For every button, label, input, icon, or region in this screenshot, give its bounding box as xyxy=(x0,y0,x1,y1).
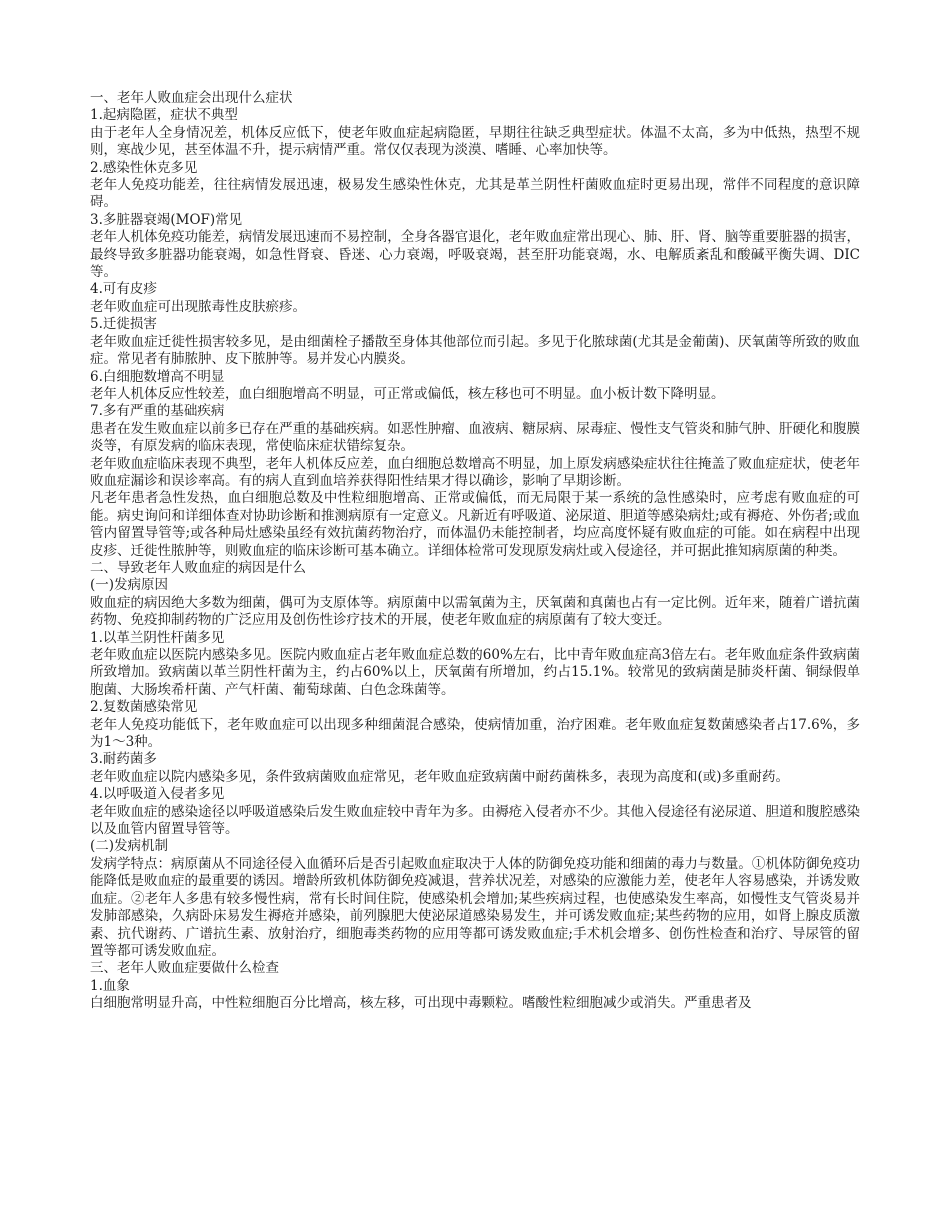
subheading: 2.复数菌感染常见 xyxy=(90,699,198,716)
section-heading-tests: 三、老年人败血症要做什么检查 xyxy=(90,960,279,977)
paragraph: 老年败血症以医院内感染多见。医院内败血症占老年败血症总数的60%左右，比中青年败血症高3倍左右。老年败血症条件致病菌所致增加。致病菌以革兰阴性杆菌为主，约占60%以上，厌氧菌有所增加，约占15.1%。较常见的致病菌是肺炎杆菌、铜绿假单胞菌、大肠埃希杆菌、产气杆菌、葡萄球菌、白色念珠菌等。 xyxy=(90,647,860,698)
subheading: 7.多有严重的基础疾病 xyxy=(90,403,225,420)
paragraph: 发病学特点：病原菌从不同途径侵入血循环后是否引起败血症取决于人体的防御免疫功能和细菌的毒力与数量。①机体防御免疫功能降低是败血症的最重要的诱因。增龄所致机体防御免疫减退，营养状况差，对感染的应激能力差，使老年人容易感染，并诱发败血症。②老年人多患有较多慢性病，常有长时间住院，使感染机会增加;某些疾病过程，也使感染发生率高，如慢性支气管炎易并发肺部感染，久病卧床易发生褥疮并感染，前列腺肥大使泌尿道感染易发生，并可诱发败血症;某些药物的应用，如肾上腺皮质激素、抗代谢药、广谱抗生素、放射治疗，细胞毒类药物的应用等都可诱发败血症;手术机会增多、创伤性检查和治疗、导尿管的留置等都可诱发败血症。 xyxy=(90,855,860,959)
document-page xyxy=(90,90,860,1013)
paragraph: 老年败血症临床表现不典型，老年人机体反应差，血白细胞总数增高不明显，加上原发病感染症状往往掩盖了败血症症状，使老年败血症漏诊和误诊率高。有的病人直到血培养获得阳性结果才得以确诊，影响了早期诊断。 xyxy=(90,455,860,489)
subheading: 1.起病隐匿，症状不典型 xyxy=(90,107,238,124)
section-heading-symptoms: 一、老年人败血症会出现什么症状 xyxy=(90,90,293,106)
paragraph: 老年败血症可出现脓毒性皮肤瘀疹。 xyxy=(90,298,306,315)
paragraph: 败血症的病因绝大多数为细菌，偶可为支原体等。病原菌中以需氧菌为主，厌氧菌和真菌也占有一定比例。近年来，随着广谱抗菌药物、免疫抑制药物的广泛应用及创伤性诊疗技术的开展，使老年败血症的病原菌有了较大变迁。 xyxy=(90,594,860,629)
subheading: 3.耐药菌多 xyxy=(90,751,157,768)
subheading: (一)发病原因 xyxy=(90,577,169,594)
subheading: 5.迁徙损害 xyxy=(90,316,157,333)
subheading: 1.以革兰阴性杆菌多见 xyxy=(90,629,225,646)
paragraph: 老年败血症的感染途径以呼吸道感染后发生败血症较中青年为多。由褥疮入侵者亦不少。其他入侵途径有泌尿道、胆道和腹腔感染以及血管内留置导管等。 xyxy=(90,803,860,838)
paragraph: 老年败血症以院内感染多见，条件致病菌败血症常见，老年败血症致病菌中耐药菌株多，表现为高度和(或)多重耐药。 xyxy=(90,768,790,785)
paragraph: 老年人机体反应性较差，血白细胞增高不明显，可正常或偏低，核左移也可不明显。血小板计数下降明显。 xyxy=(90,385,725,402)
paragraph: 老年人机体免疫功能差，病情发展迅速而不易控制，全身各器官退化，老年败血症常出现心、肺、肝、肾、脑等重要脏器的损害，最终导致多脏器功能衰竭，如急性肾衰、昏迷、心力衰竭，呼吸衰竭，甚至肝功能衰竭，水、电解质紊乱和酸碱平衡失调、DIC等。 xyxy=(90,229,860,281)
paragraph: 白细胞常明显升高，中性粒细胞百分比增高，核左移，可出现中毒颗粒。嗜酸性粒细胞减少或消失。严重患者及 xyxy=(90,995,752,1012)
paragraph: 老年人免疫功能差，往往病情发展迅速，极易发生感染性休克，尤其是革兰阴性杆菌败血症时更易出现，常伴不同程度的意识障碍。 xyxy=(90,177,860,211)
subheading: 4.以呼吸道入侵者多见 xyxy=(90,786,225,803)
paragraph: 凡老年患者急性发热，血白细胞总数及中性粒细胞增高、正常或偏低，而无局限于某一系统的急性感染时，应考虑有败血症的可能。病史询问和详细体查对协助诊断和推测病原有一定意义。凡新近有呼吸道、泌尿道、胆道等感染病灶;或有褥疮、外伤者;或血管内留置导管等;或各种局灶感染虽经有效抗菌药物治疗，而体温仍未能控制者，均应高度怀疑有败血症的可能。如在病程中出现皮疹、迁徙性脓肿等，则败血症的临床诊断可基本确立。详细体检常可发现原发病灶或入侵途径，并可据此推知病原菌的种类。 xyxy=(90,490,860,559)
subheading: (二)发病机制 xyxy=(90,838,169,855)
subheading: 6.白细胞数增高不明显 xyxy=(90,368,225,385)
subheading: 4.可有皮疹 xyxy=(90,281,157,298)
section-heading-causes: 二、导致老年人败血症的病因是什么 xyxy=(90,559,306,576)
paragraph: 老年人免疫功能低下，老年败血症可以出现多种细菌混合感染，使病情加重，治疗困难。老年败血症复数菌感染者占17.6%，多为1～3种。 xyxy=(90,716,860,751)
paragraph: 老年败血症迁徙性损害较多见，是由细菌栓子播散至身体其他部位而引起。多见于化脓球菌(尤其是金葡菌)、厌氧菌等所致的败血症。常见者有肺脓肿、皮下脓肿等。易并发心内膜炎。 xyxy=(90,333,860,368)
paragraph: 由于老年人全身情况差，机体反应低下，使老年败血症起病隐匿，早期往往缺乏典型症状。体温不太高，多为中低热，热型不规则，寒战少见，甚至体温不升，提示病情严重。常仅仅表现为淡漠、嗜睡、心率加快等。 xyxy=(90,124,860,159)
paragraph: 患者在发生败血症以前多已存在严重的基础疾病。如恶性肿瘤、血液病、糖尿病、尿毒症、慢性支气管炎和肺气肿、肝硬化和腹膜炎等，有原发病的临床表现，常使临床症状错综复杂。 xyxy=(90,420,860,455)
subheading: 3.多脏器衰竭(MOF)常见 xyxy=(90,211,243,228)
subheading: 2.感染性休克多见 xyxy=(90,159,198,176)
subheading: 1.血象 xyxy=(90,977,130,994)
